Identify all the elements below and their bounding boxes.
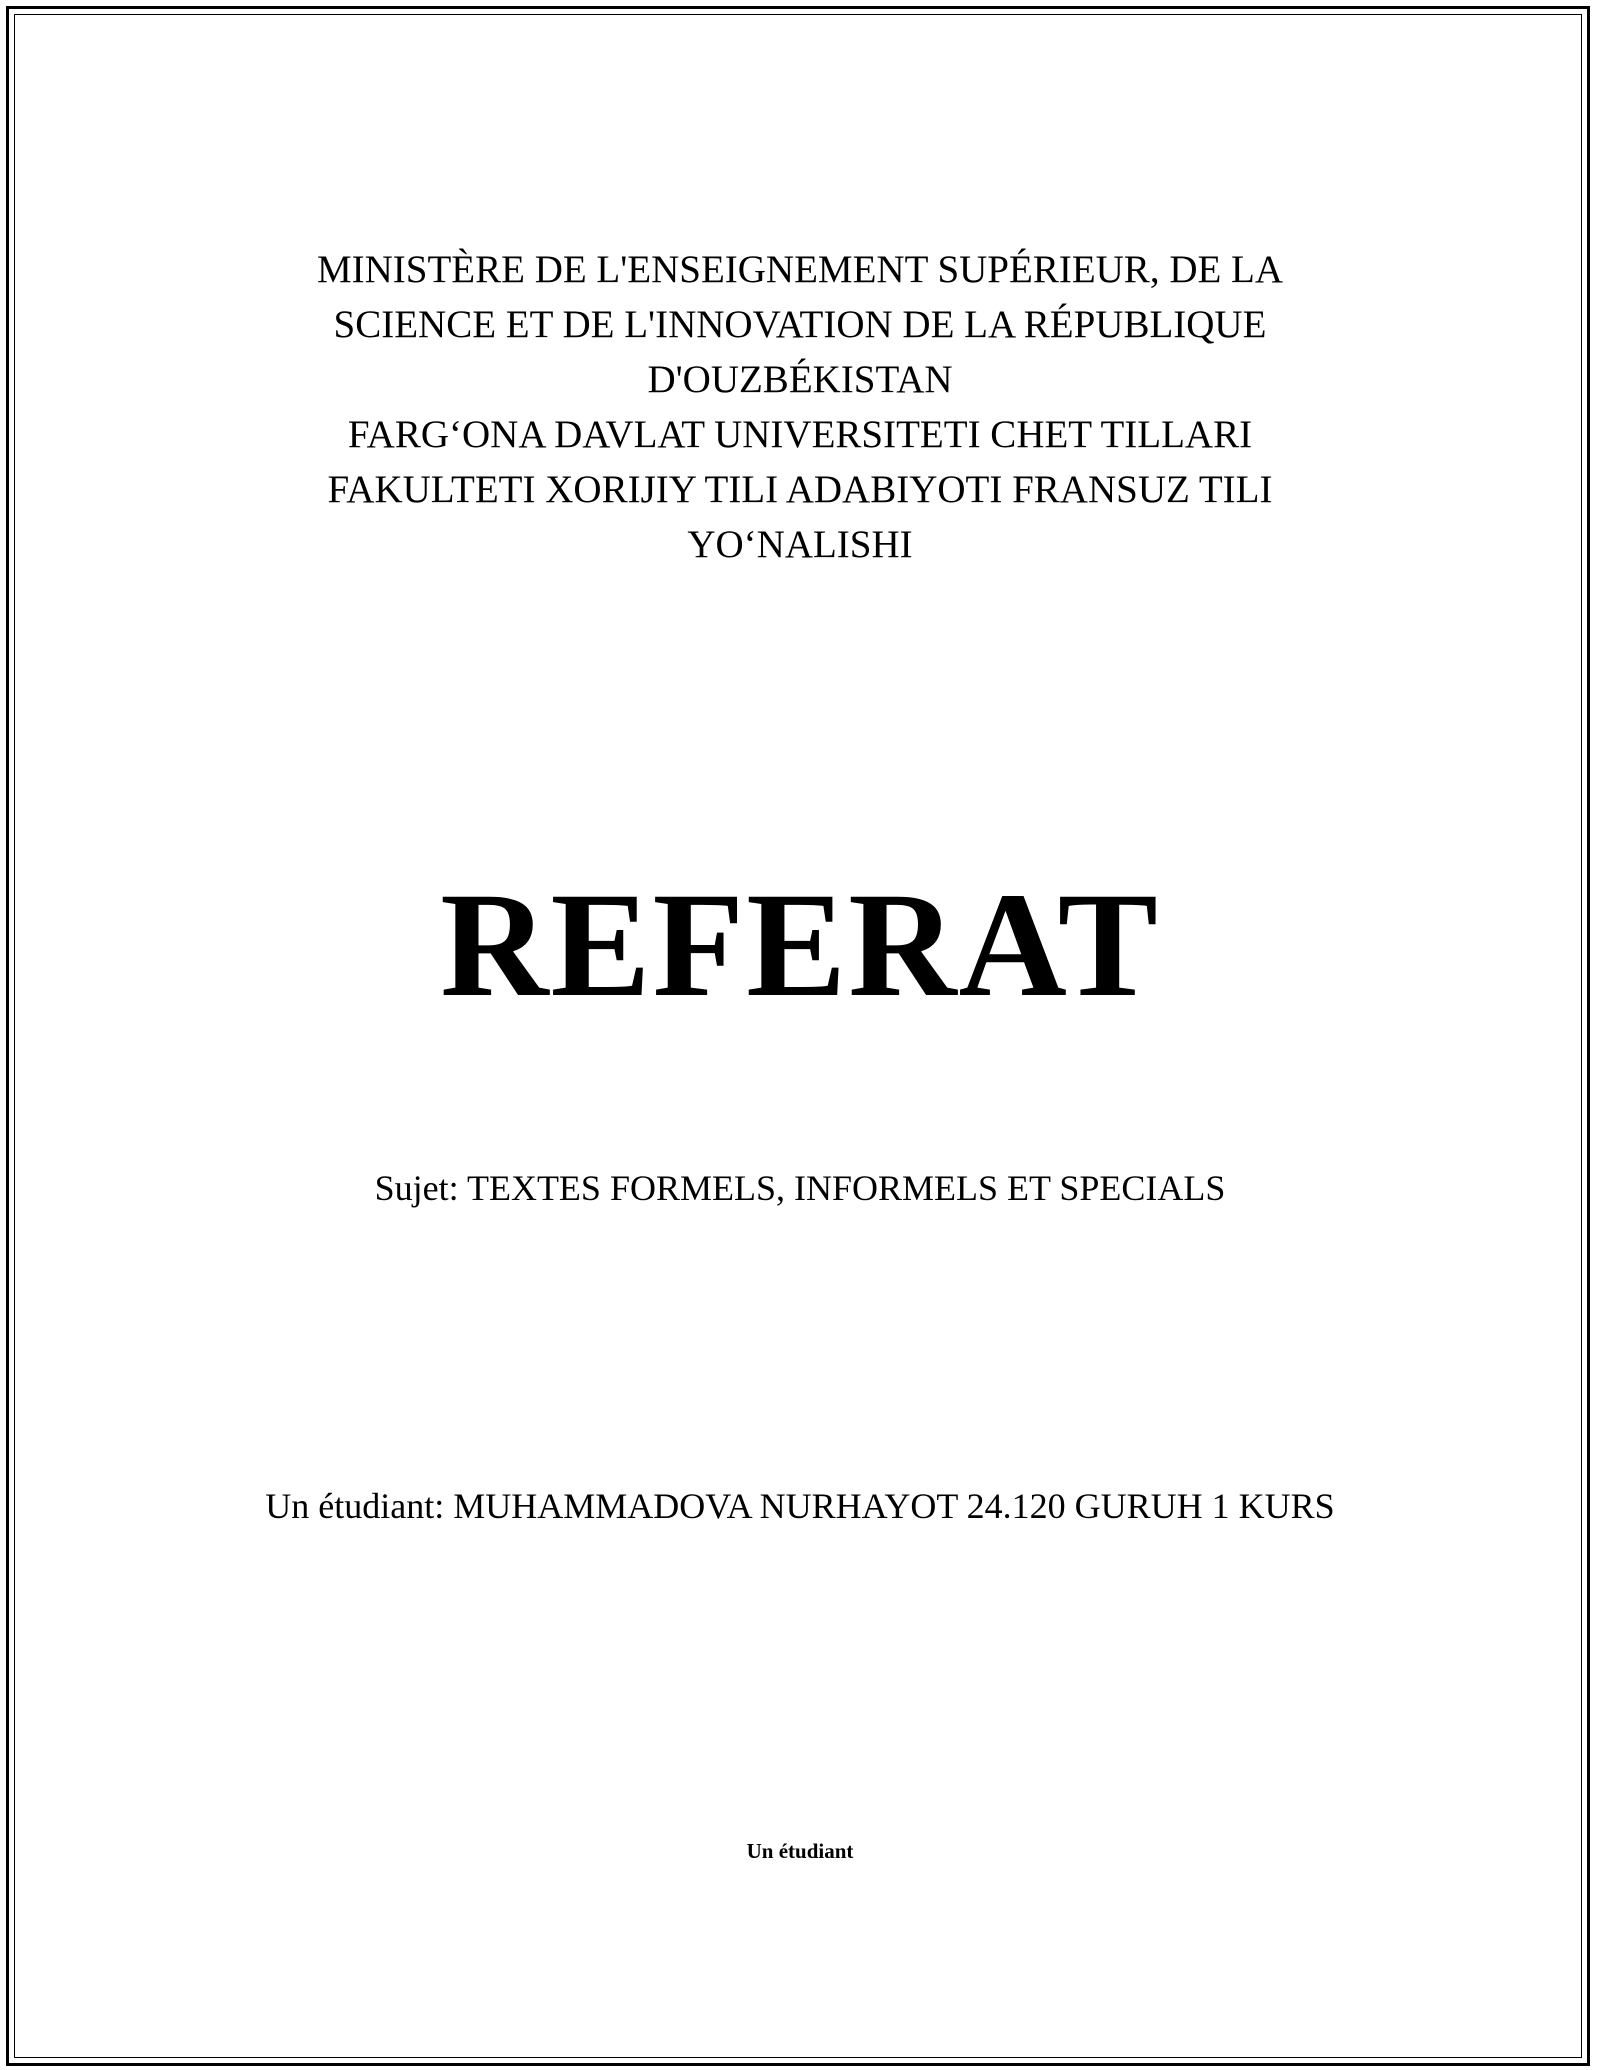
header-line: D'OUZBÉKISTAN: [647, 358, 953, 401]
institution-header: [200, 242, 1400, 572]
document-title: REFERAT: [440, 862, 1160, 1028]
header-line: YO‘NALISHI: [687, 523, 913, 566]
header-line: FAKULTETI XORIJIY TILI ADABIYOTI FRANSUZ TILI: [327, 468, 1273, 511]
header-line: SCIENCE ET DE L'INNOVATION DE LA RÉPUBLIQUE: [333, 303, 1267, 346]
footer-label: Un étudiant: [746, 1839, 854, 1863]
student-line: Un étudiant: MUHAMMADOVA NURHAYOT 24.120 GURUH 1 KURS: [265, 1486, 1335, 1526]
header-line: FARG‘ONA DAVLAT UNIVERSITETI CHET TILLARI: [347, 413, 1253, 456]
subject-line: Sujet: TEXTES FORMELS, INFORMELS ET SPECIALS: [374, 1168, 1226, 1208]
header-line: MINISTÈRE DE L'ENSEIGNEMENT SUPÉRIEUR, DE LA: [316, 248, 1284, 291]
